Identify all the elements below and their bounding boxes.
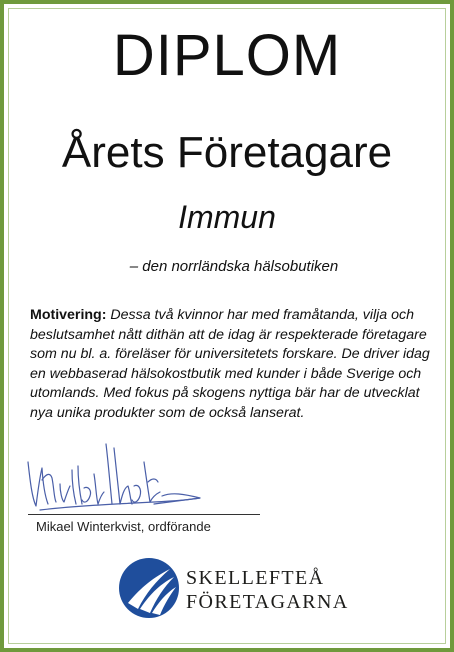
skelleftea-swoosh-logo-icon <box>118 557 180 624</box>
signature-icon <box>24 440 264 520</box>
motivation-text: Dessa två kvinnor har med framåtanda, vilja och beslutsamhet nått dithän att de idag är respekterade företagare som nu bl. a. föreläser för universitetets forskare. De driver idag en webbaserad hälsokostbutik med kunder i både Sverige och utomlands. Med fokus på skogens nyttiga bär har de utvecklat nya unika produkter som de också lanserat. <box>30 307 430 421</box>
motivation-label: Motivering: <box>30 307 107 323</box>
signer-name: Mikael Winterkvist, ordförande <box>36 519 211 534</box>
logo-line-foretagarna: FÖRETAGARNA <box>186 591 349 613</box>
company-name: Immun <box>178 199 276 235</box>
company-tagline: – den norrländska hälsobutiken <box>129 258 339 275</box>
motivation-paragraph <box>30 306 440 423</box>
signature-line <box>28 514 260 515</box>
award-name: Årets Företagare <box>61 128 393 177</box>
logo-line-skelleftea: SKELLEFTEÅ <box>186 567 325 589</box>
handwritten-signature <box>24 440 264 525</box>
logo-wordmark <box>186 566 349 614</box>
diploma-title: DIPLOM <box>112 23 342 88</box>
